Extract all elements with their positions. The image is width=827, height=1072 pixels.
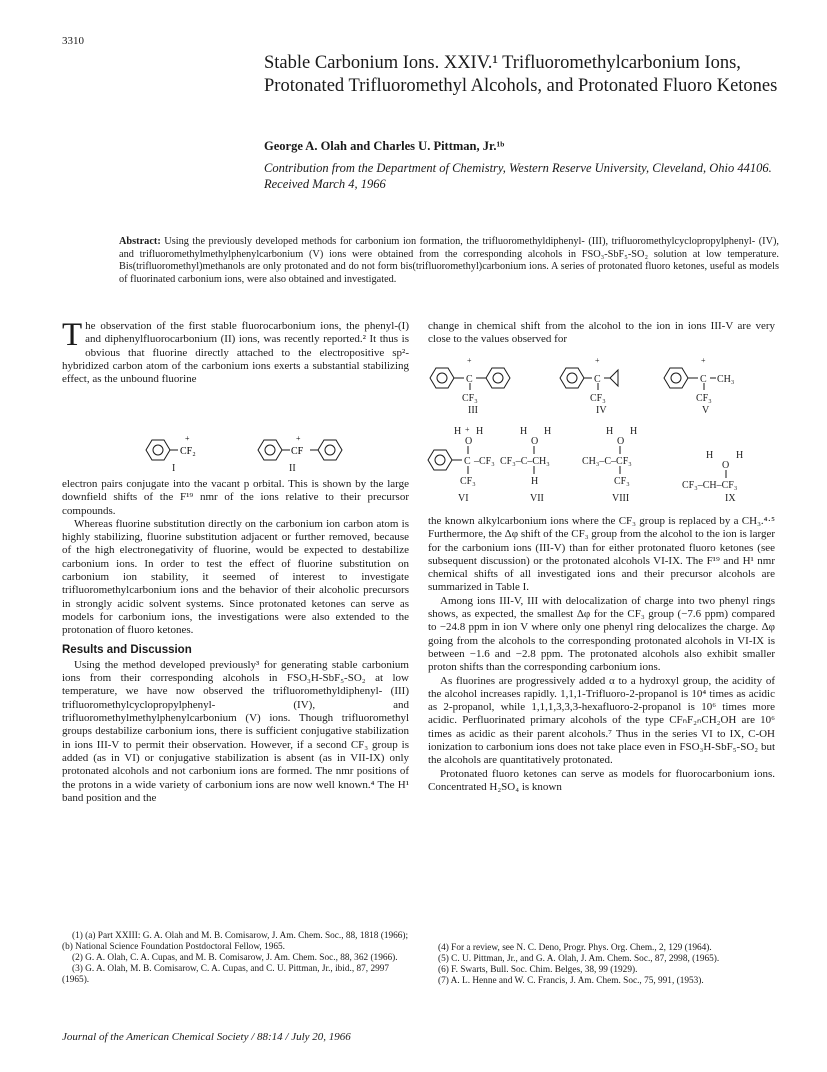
svg-text:H: H [736,450,744,461]
paragraph-4: Using the method developed previously³ for generating stable carbonium ions from their corresponding alcohols in FSO₃H-SbF₅-SO₂ at low temperature, we have now observed the trifluoromethyldiphenyl- (III) trifluoromethylcyclopropylphenyl- (IV), and trifluoromethylmethylphenylcarbonium (V) ions. Though trifluoromethyl groups destabilize carbonium ions, there is sufficient conjugative stabilization in ions III-V to permit their observation. However, if a second CF₃ group is added (as in VI) or conjugative stabilization is absent (as in VII-IX) only protonated alcohols and not carbonium ions are formed. The nmr positions of the protons in a wide variety of carbonium ions are now well known.⁴ The H¹ band position and the [62,658,409,804]
svg-text:O: O [465,436,473,447]
drop-cap: T [62,317,83,353]
right-column-body [428,515,775,794]
right-paragraph-5: Protonated fluoro ketones can serve as models for fluorocarbonium ions. Concentrated H₂SO₄ is known [428,767,775,793]
label-IX: IX [725,493,736,504]
svg-text:H: H [606,426,614,437]
svg-text:O: O [531,436,539,447]
footnote-3: (3) G. A. Olah, M. B. Comisarow, C. A. Cupas, and C. U. Pittman, Jr., ibid., 87, 2997 (1965). [62,964,390,985]
left-column-body [62,478,409,805]
svg-text:–CF₃: –CF₃ [474,456,495,467]
svg-text:CF₃: CF₃ [462,393,478,404]
svg-text:CF₃: CF₃ [614,476,630,487]
svg-text:H: H [454,426,462,437]
svg-text:O: O [722,460,730,471]
svg-text:O: O [617,436,625,447]
abstract-label: Abstract: [119,236,161,247]
label-I: I [172,463,176,474]
svg-text:+: + [701,356,706,365]
abstract [119,236,779,286]
intro-text: he observation of the first stable fluorocarbonium ions, the phenyl-(I) and diphenylfluorocarbonium (II) ions, was recently reported.² It thus is obvious that fluorine directly attached to the electropositive sp²-hybridized carbon atom of the carbonium ions exerts a substantial stabilizing effect, as the unbound fluorine [62,320,409,386]
paragraph-3: Whereas fluorine substitution directly on the carbonium ion carbon atom is highly stabilizing, fluorine substitution adjacent or further removed, because of the high electronegativity of fluorine, would be expected to destabilize carbonium ions. In order to test the effect of fluorine substitution on carbonium ion stability, it seemed of interest to investigate trifluoromethylcarbonium ions and the behavior of their alcoholic precursors in strongly acidic solvent systems. Since protonated ketones can serve as models for carbonium ions, the investigations were also extended to the protonation of fluoro ketones. [62,517,409,637]
footnote-5: (5) C. U. Pittman, Jr., and G. A. Olah, J. Am. Chem. Soc., 87, 2998, (1965). [438,954,720,964]
svg-text:+: + [296,434,301,443]
svg-text:CF₃: CF₃ [696,393,712,404]
footnote-1: (1) (a) Part XXIII: G. A. Olah and M. B. Comisarow, J. Am. Chem. Soc., 88, 1818 (1966); (b) National Science Foundation Postdoctoral Fellow, 1965. [62,931,409,952]
svg-text:H: H [706,450,714,461]
right-paragraph-1: change in chemical shift from the alcohol to the ion in ions III-V are very close to the values observed for [428,320,775,346]
label-VII: VII [530,493,544,504]
footnote-7: (7) A. L. Henne and W. C. Francis, J. Am. Chem. Soc., 75, 991, (1953). [438,976,704,986]
right-paragraph-4: As fluorines are progressively added α to a hydroxyl group, the acidity of the alcohol increases rapidly. 1,1,1-Trifluoro-2-propanol is 10⁴ times as acidic as 2-propanol, while 1,1,1,3,3,3-hexafluoro-2-propanol is 10⁶ times more acidic. Perfluorinated primary alcohols of the type CFₙF₂ₙCH₂OH are 10⁶ times as acidic as their parent alcohols.⁷ Thus in the series VI to IX, C-OH ionization to carbonium ions does not take place even in FSO₃H-SbF₅-SO₂ but the alcohols are quantitatively protonated. [428,674,775,767]
svg-text:+: + [467,356,472,365]
affiliation: Contribution from the Department of Chemistry, Western Reserve University, Cleveland, Ohio 44106. Received March 4, 1966 [264,161,772,191]
I-cf2-label: CF₂ [180,446,196,457]
svg-text:CF: CF [291,446,304,457]
svg-text:H: H [520,426,528,437]
right-paragraph-2: the known alkylcarbonium ions where the CF₃ group is replaced by a CH₃.⁴·⁵ Furthermore, the Δφ shift of the CF₃ group from the alcohol to the ion is larger for the carbonium ions (III-V) than for either protonated fluoro ketones (see subsequent discussion) or the protonated alcohols VI-IX. The F¹⁹ and H¹ nmr chemical shifts of all investigated ions and their precursor alcohols are summarized in Table I. [428,515,775,594]
svg-text:+: + [465,425,470,434]
footnotes-left [62,931,409,986]
footnote-4: (4) For a review, see N. C. Deno, Progr. Phys. Org. Chem., 2, 129 (1964). [438,943,712,953]
svg-text:CF₃–CH–CF₃: CF₃–CH–CF₃ [682,480,738,491]
footnote-6: (6) F. Swarts, Bull. Soc. Chim. Belges, 38, 99 (1929). [438,965,638,975]
structure-I [146,440,178,460]
svg-text:CF₃: CF₃ [590,393,606,404]
svg-text:CF₃–C–CH₃: CF₃–C–CH₃ [500,456,550,467]
label-V: V [702,405,710,416]
svg-text:+: + [185,434,190,443]
label-II: II [289,463,296,474]
svg-text:C: C [594,374,601,385]
svg-text:H: H [630,426,638,437]
label-IV: IV [596,405,607,416]
section-heading: Results and Discussion [62,643,192,656]
authors: George A. Olah and Charles U. Pittman, Jr.¹ᵇ [264,139,505,153]
svg-text:CH₃: CH₃ [717,374,735,385]
journal-footer: Journal of the American Chemical Society / 88:14 / July 20, 1966 [62,1031,351,1043]
structures-III-IX [424,350,776,512]
label-VIII: VIII [612,493,630,504]
left-column [62,317,409,386]
svg-text:H: H [544,426,552,437]
svg-text:C: C [700,374,707,385]
abstract-text: Using the previously developed methods for carbonium ion formation, the trifluoromethyldiphenyl- (III), trifluoromethylcyclopropylphenyl- (IV), and trifluoromethylmethylphenylcarbonium (V) ions were obtained from the corresponding alcohols in FSO₃-SbF₅-SO₂ solution at low temperature. Bis(trifluoromethyl)methanols are only protonated and do not form bis(trifluoromethyl)carbonium ions. A series of protonated fluoro ketones, useful as models of fluorinated carbonium ions, were also obtained and investigated. [119,236,780,285]
svg-text:CF₃: CF₃ [460,476,476,487]
label-III: III [468,405,478,416]
intro-paragraph [62,317,409,386]
svg-text:+: + [595,356,600,365]
right-column-top [428,320,775,347]
svg-text:C: C [466,374,473,385]
svg-text:H: H [531,476,539,487]
svg-text:CH₃–C–CF₃: CH₃–C–CF₃ [582,456,632,467]
label-VI: VI [458,493,469,504]
svg-text:C: C [464,456,471,467]
footnotes-right [428,943,775,987]
footnote-2: (2) G. A. Olah, C. A. Cupas, and M. B. Comisarow, J. Am. Chem. Soc., 88, 362 (1966). [72,953,398,963]
paragraph-2: electron pairs conjugate into the vacant p orbital. This is shown by the large downfield shifts of the F¹⁹ nmr of the ions relative to their precursor compounds. [62,478,409,517]
svg-text:H: H [476,426,484,437]
article-title: Stable Carbonium Ions. XXIV.¹ Trifluoromethylcarbonium Ions, Protonated Trifluoromethyl Alcohols, and Protonated Fluoro Ketones [264,53,778,96]
right-paragraph-3: Among ions III-V, III with delocalization of charge into two phenyl rings shows, as expected, the smallest Δφ for the CF₃ group (−7.6 ppm) compared to −24.8 ppm in ion V where only one phenyl ring delocalizes the charge. Δφ going from the alcohols to the corresponding protonated alcohols in VI-IX is between −1.6 and −2.8 ppm. The protonated alcohols also exhibit smaller proton shifts than the corresponding carbonium ions. [428,594,775,674]
page-number: 3310 [62,35,84,47]
